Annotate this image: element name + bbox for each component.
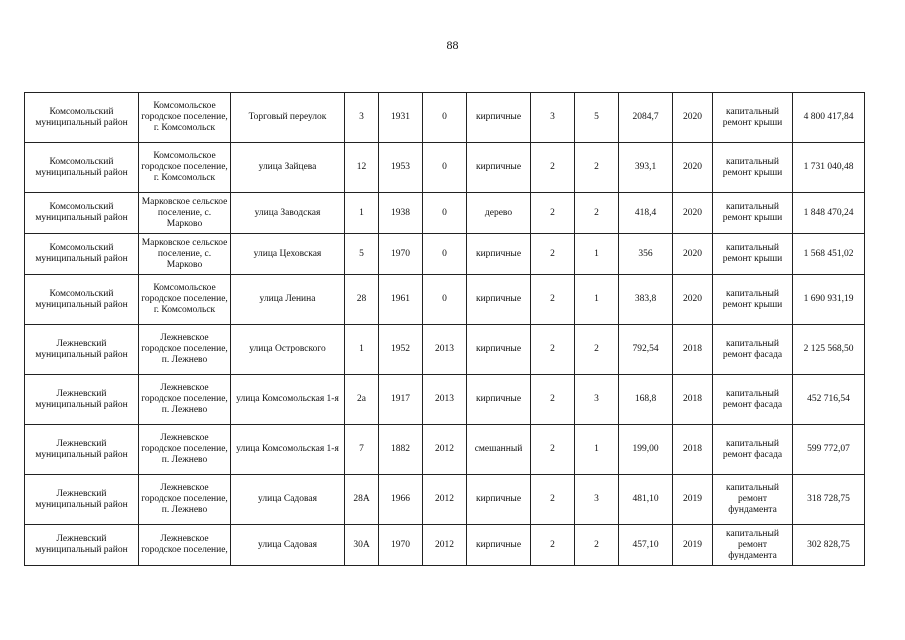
work-type-cell: капитальный ремонт фасада [713, 425, 793, 475]
settlement-cell: Комсомольское городское поселение, г. Комсомольск [139, 275, 231, 325]
year-built-cell: 1970 [379, 525, 423, 566]
last-repair-year-cell: 0 [423, 234, 467, 275]
house-number-cell: 28 [345, 275, 379, 325]
plan-year-cell: 2020 [673, 275, 713, 325]
table-row [25, 93, 865, 143]
work-type-cell: капитальный ремонт фасада [713, 325, 793, 375]
area-cell: 481,10 [619, 475, 673, 525]
last-repair-year-cell: 0 [423, 93, 467, 143]
year-built-cell: 1917 [379, 375, 423, 425]
district-cell: Лежневский муниципальный район [25, 475, 139, 525]
floors-cell: 2 [531, 425, 575, 475]
entrances-cell: 2 [575, 143, 619, 193]
table-row [25, 525, 865, 566]
entrances-cell: 1 [575, 275, 619, 325]
entrances-cell: 5 [575, 93, 619, 143]
plan-year-cell: 2019 [673, 475, 713, 525]
street-cell: улица Заводская [231, 193, 345, 234]
settlement-cell: Комсомольское городское поселение, г. Комсомольск [139, 143, 231, 193]
cost-cell: 452 716,54 [793, 375, 865, 425]
house-number-cell: 30А [345, 525, 379, 566]
plan-year-cell: 2018 [673, 425, 713, 475]
wall-material-cell: кирпичные [467, 325, 531, 375]
plan-year-cell: 2020 [673, 93, 713, 143]
house-number-cell: 1 [345, 193, 379, 234]
year-built-cell: 1938 [379, 193, 423, 234]
table-row [25, 375, 865, 425]
street-cell: улица Ленина [231, 275, 345, 325]
district-cell: Комсомольский муниципальный район [25, 143, 139, 193]
table-row [25, 475, 865, 525]
last-repair-year-cell: 0 [423, 193, 467, 234]
floors-cell: 2 [531, 325, 575, 375]
table-row [25, 234, 865, 275]
area-cell: 383,8 [619, 275, 673, 325]
table-row [25, 425, 865, 475]
table-row [25, 325, 865, 375]
last-repair-year-cell: 2012 [423, 525, 467, 566]
floors-cell: 2 [531, 375, 575, 425]
last-repair-year-cell: 2012 [423, 425, 467, 475]
entrances-cell: 2 [575, 525, 619, 566]
district-cell: Лежневский муниципальный район [25, 525, 139, 566]
last-repair-year-cell: 2013 [423, 325, 467, 375]
wall-material-cell: кирпичные [467, 525, 531, 566]
floors-cell: 2 [531, 143, 575, 193]
cost-cell: 599 772,07 [793, 425, 865, 475]
work-type-cell: капитальный ремонт фундамента [713, 525, 793, 566]
wall-material-cell: кирпичные [467, 93, 531, 143]
year-built-cell: 1953 [379, 143, 423, 193]
settlement-cell: Марковское сельское поселение, с. Марково [139, 234, 231, 275]
street-cell: улица Садовая [231, 525, 345, 566]
year-built-cell: 1966 [379, 475, 423, 525]
area-cell: 168,8 [619, 375, 673, 425]
last-repair-year-cell: 2012 [423, 475, 467, 525]
district-cell: Комсомольский муниципальный район [25, 275, 139, 325]
wall-material-cell: кирпичные [467, 143, 531, 193]
last-repair-year-cell: 0 [423, 275, 467, 325]
entrances-cell: 1 [575, 234, 619, 275]
entrances-cell: 3 [575, 375, 619, 425]
year-built-cell: 1961 [379, 275, 423, 325]
year-built-cell: 1882 [379, 425, 423, 475]
last-repair-year-cell: 2013 [423, 375, 467, 425]
cost-cell: 1 690 931,19 [793, 275, 865, 325]
district-cell: Комсомольский муниципальный район [25, 193, 139, 234]
area-cell: 356 [619, 234, 673, 275]
entrances-cell: 1 [575, 425, 619, 475]
wall-material-cell: кирпичные [467, 275, 531, 325]
table-row [25, 275, 865, 325]
house-number-cell: 12 [345, 143, 379, 193]
district-cell: Лежневский муниципальный район [25, 375, 139, 425]
area-cell: 199,00 [619, 425, 673, 475]
plan-year-cell: 2018 [673, 375, 713, 425]
year-built-cell: 1970 [379, 234, 423, 275]
work-type-cell: капитальный ремонт крыши [713, 234, 793, 275]
cost-cell: 4 800 417,84 [793, 93, 865, 143]
table-body [25, 93, 865, 566]
district-cell: Лежневский муниципальный район [25, 325, 139, 375]
entrances-cell: 3 [575, 475, 619, 525]
street-cell: Торговый переулок [231, 93, 345, 143]
year-built-cell: 1931 [379, 93, 423, 143]
cost-cell: 1 568 451,02 [793, 234, 865, 275]
settlement-cell: Лежневское городское поселение, [139, 525, 231, 566]
cost-cell: 318 728,75 [793, 475, 865, 525]
wall-material-cell: дерево [467, 193, 531, 234]
street-cell: улица Островского [231, 325, 345, 375]
settlement-cell: Комсомольское городское поселение, г. Комсомольск [139, 93, 231, 143]
table-row [25, 143, 865, 193]
area-cell: 418,4 [619, 193, 673, 234]
settlement-cell: Лежневское городское поселение, п. Лежнево [139, 425, 231, 475]
table-row [25, 193, 865, 234]
work-type-cell: капитальный ремонт крыши [713, 275, 793, 325]
district-cell: Лежневский муниципальный район [25, 425, 139, 475]
floors-cell: 2 [531, 275, 575, 325]
plan-year-cell: 2018 [673, 325, 713, 375]
settlement-cell: Лежневское городское поселение, п. Лежнево [139, 325, 231, 375]
floors-cell: 2 [531, 525, 575, 566]
house-number-cell: 2а [345, 375, 379, 425]
house-number-cell: 1 [345, 325, 379, 375]
cost-cell: 2 125 568,50 [793, 325, 865, 375]
housing-repair-table [24, 92, 865, 566]
page-number: 88 [446, 38, 459, 52]
street-cell: улица Садовая [231, 475, 345, 525]
floors-cell: 2 [531, 193, 575, 234]
plan-year-cell: 2020 [673, 193, 713, 234]
work-type-cell: капитальный ремонт крыши [713, 93, 793, 143]
cost-cell: 1 848 470,24 [793, 193, 865, 234]
cost-cell: 302 828,75 [793, 525, 865, 566]
work-type-cell: капитальный ремонт крыши [713, 193, 793, 234]
wall-material-cell: кирпичные [467, 375, 531, 425]
plan-year-cell: 2020 [673, 234, 713, 275]
street-cell: улица Комсомольская 1-я [231, 375, 345, 425]
area-cell: 792,54 [619, 325, 673, 375]
house-number-cell: 5 [345, 234, 379, 275]
street-cell: улица Цеховская [231, 234, 345, 275]
settlement-cell: Марковское сельское поселение, с. Марково [139, 193, 231, 234]
street-cell: улица Комсомольская 1-я [231, 425, 345, 475]
district-cell: Комсомольский муниципальный район [25, 93, 139, 143]
year-built-cell: 1952 [379, 325, 423, 375]
street-cell: улица Зайцева [231, 143, 345, 193]
floors-cell: 2 [531, 234, 575, 275]
cost-cell: 1 731 040,48 [793, 143, 865, 193]
house-number-cell: 28А [345, 475, 379, 525]
work-type-cell: капитальный ремонт крыши [713, 143, 793, 193]
settlement-cell: Лежневское городское поселение, п. Лежнево [139, 375, 231, 425]
area-cell: 393,1 [619, 143, 673, 193]
floors-cell: 3 [531, 93, 575, 143]
last-repair-year-cell: 0 [423, 143, 467, 193]
settlement-cell: Лежневское городское поселение, п. Лежнево [139, 475, 231, 525]
area-cell: 457,10 [619, 525, 673, 566]
house-number-cell: 3 [345, 93, 379, 143]
work-type-cell: капитальный ремонт фундамента [713, 475, 793, 525]
entrances-cell: 2 [575, 325, 619, 375]
wall-material-cell: кирпичные [467, 475, 531, 525]
plan-year-cell: 2020 [673, 143, 713, 193]
wall-material-cell: кирпичные [467, 234, 531, 275]
floors-cell: 2 [531, 475, 575, 525]
plan-year-cell: 2019 [673, 525, 713, 566]
entrances-cell: 2 [575, 193, 619, 234]
work-type-cell: капитальный ремонт фасада [713, 375, 793, 425]
area-cell: 2084,7 [619, 93, 673, 143]
house-number-cell: 7 [345, 425, 379, 475]
district-cell: Комсомольский муниципальный район [25, 234, 139, 275]
wall-material-cell: смешанный [467, 425, 531, 475]
